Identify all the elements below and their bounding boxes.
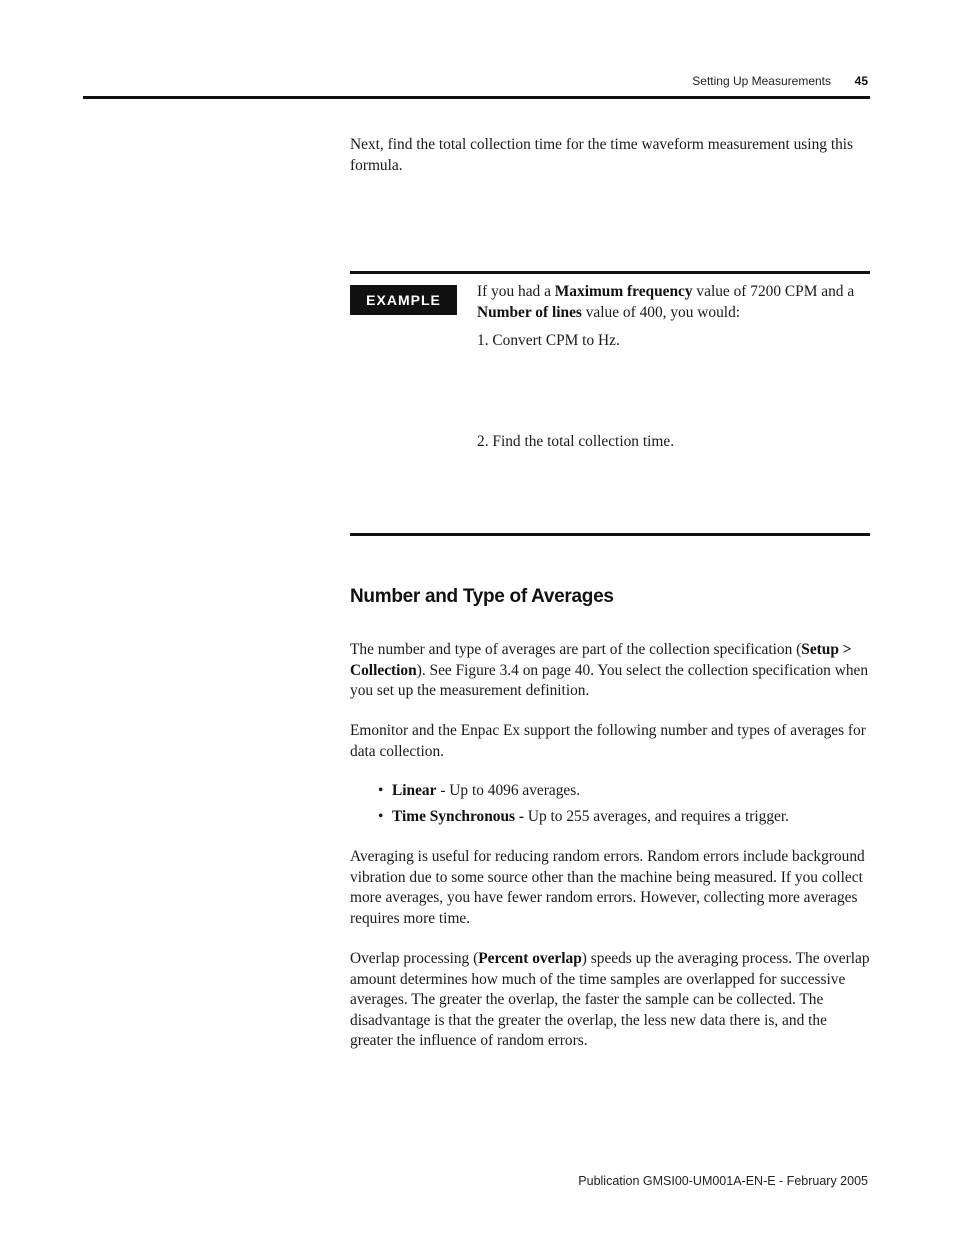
para1-text-1: The number and type of averages are part of the collection specification (: [350, 641, 802, 658]
example-top-rule: [350, 271, 870, 274]
running-header-section: Setting Up Measurements: [692, 74, 831, 88]
number-of-lines-term: Number of lines: [477, 303, 582, 321]
paragraph-supported-averages: Emonitor and the Enpac Ex support the following number and types of averages for data collection.: [350, 722, 866, 760]
example-text-3: value of 400, you would:: [581, 303, 741, 321]
example-bottom-rule: [350, 533, 870, 536]
publication-footer: Publication GMSI00-UM001A-EN-E - February 2005: [578, 1174, 868, 1188]
header-rule: [83, 96, 870, 99]
percent-overlap-term: Percent overlap: [478, 950, 582, 967]
list-item-text: - Up to 4096 averages.: [436, 782, 581, 799]
list-item: [378, 807, 868, 828]
maximum-frequency-term: Maximum frequency: [554, 283, 693, 300]
setup-collection-path: Setup > Collection: [350, 641, 852, 679]
example-badge: EXAMPLE: [350, 285, 457, 315]
para1-text-2: ). See Figure 3.4 on page 40. You select the collection specification when you set up the measurement definition.: [350, 661, 869, 699]
averages-list: [378, 781, 868, 832]
list-item-text: Up to 255 averages, and requires a trigger.: [524, 807, 789, 825]
example-step-2: 2. Find the total collection time.: [477, 433, 675, 450]
section-heading: Number and Type of Averages: [350, 586, 614, 607]
bullet-icon: •: [378, 807, 384, 825]
para4-text-2: ) speeds up the averaging process. The overlap amount determines how much of the time samples are overlapped for successive averages. The greater the overlap, the faster the sample can be collected. The disadvantage is that the greater the overlap, the less new data there is, and the greater the influence of random errors.: [350, 950, 870, 1049]
paragraph-collection-spec: [350, 640, 870, 702]
paragraph-averaging-errors: Averaging is useful for reducing random errors. Random errors include background vibration due to some source other than the machine being measured. If you collect more averages, you have fewer random errors. However, collecting more averages requires more time.: [350, 848, 865, 927]
intro-paragraph: Next, find the total collection time for the time waveform measurement using this formula.: [350, 136, 854, 174]
para4-text-1: Overlap processing (: [350, 950, 479, 967]
example-text-2: value of 7200 CPM and a: [692, 283, 855, 300]
example-step-1: 1. Convert CPM to Hz.: [477, 332, 620, 349]
example-text-1: If you had a: [477, 283, 555, 300]
paragraph-overlap-processing: [350, 949, 870, 1052]
list-item: [378, 781, 868, 802]
list-item-term: Linear: [392, 782, 437, 799]
bullet-icon: •: [378, 782, 384, 799]
example-text: [477, 282, 870, 323]
list-item-term: Time Synchronous -: [392, 807, 524, 825]
page-number: 45: [854, 74, 868, 88]
